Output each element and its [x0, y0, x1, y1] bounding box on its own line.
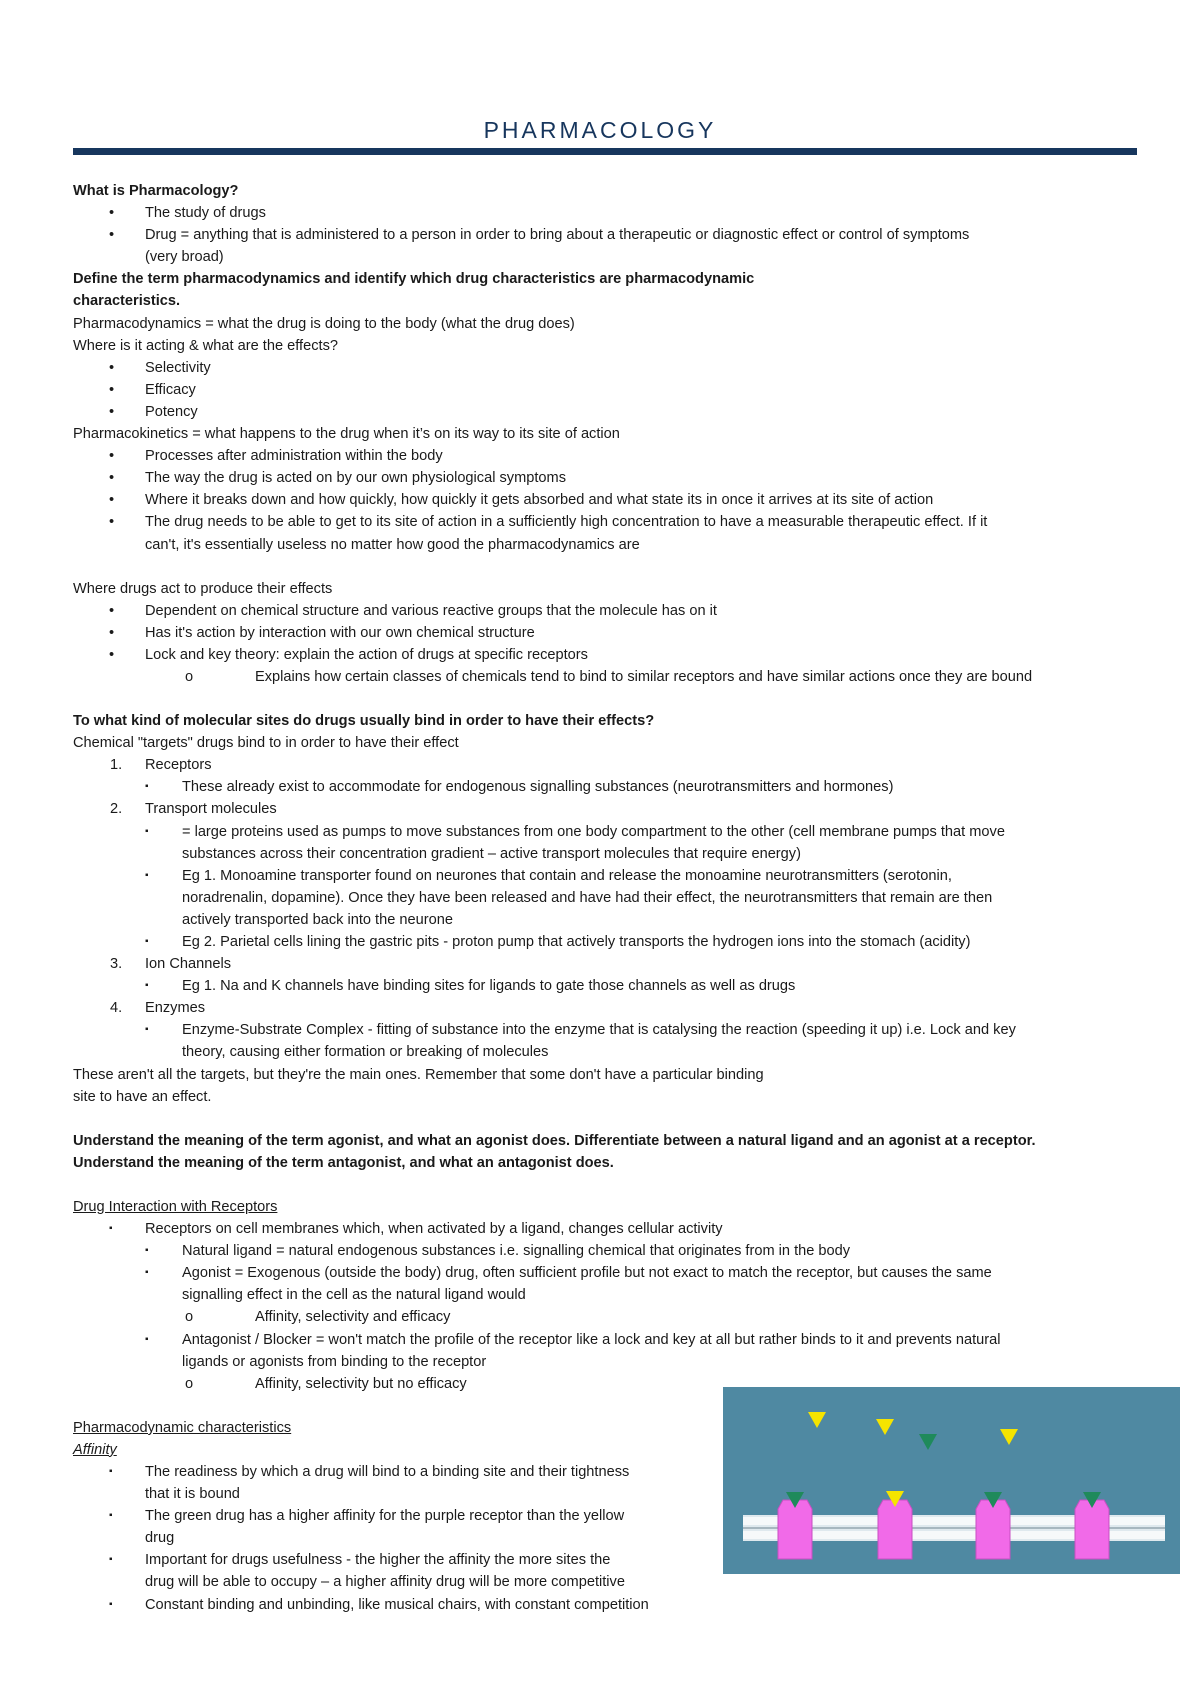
- green-drug: [919, 1434, 937, 1450]
- list-item: ▪ The readiness by which a drug will bind to a binding site and their tightness: [109, 1463, 630, 1480]
- list-item: ▪ Constant binding and unbinding, like musical chairs, with constant competition: [109, 1596, 649, 1613]
- numbered-item: 4. Enzymes: [110, 1000, 206, 1017]
- numbered-item: 2. Transport molecules: [110, 801, 277, 818]
- sub-list-item: ▪ Eg 1. Na and K channels have binding sites for ligands to gate those channels as well as drugs: [145, 978, 796, 995]
- receptor-membrane-illustration: [723, 1387, 1180, 1574]
- list-item: • Efficacy: [109, 381, 196, 398]
- list-item: • Has it's action by interaction with our own chemical structure: [109, 624, 535, 641]
- list-item: • Where it breaks down and how quickly, how quickly it gets absorbed and what state its in once it arrives at its site of action: [109, 492, 934, 509]
- paragraph: Pharmacokinetics = what happens to the drug when it’s on its way to its site of action: [73, 426, 620, 443]
- yellow-drug: [876, 1419, 894, 1435]
- receptor: [778, 1500, 812, 1559]
- section-heading: Understand the meaning of the term antagonist, and what an antagonist does.: [73, 1154, 614, 1171]
- sub-list-item: ▪ Eg 1. Monoamine transporter found on neurones that contain and release the monoamine neurotransmitters (serotonin,: [145, 867, 952, 884]
- list-item-continuation: signalling effect in the cell as the natural ligand would: [182, 1287, 526, 1304]
- list-item: ▪ Receptors on cell membranes which, when activated by a ligand, changes cellular activity: [109, 1221, 723, 1238]
- subsection-heading: Pharmacodynamic characteristics: [73, 1419, 292, 1436]
- paragraph: Chemical "targets" drugs bind to in order to have their effect: [73, 735, 459, 752]
- list-item-continuation: noradrenalin, dopamine). Once they have been released and have had their effect, the neurotransmitters that remain are then: [182, 889, 993, 906]
- receptor: [878, 1500, 912, 1559]
- list-item: • Processes after administration within the body: [109, 448, 443, 465]
- receptor-binding-figure: [723, 1387, 1180, 1574]
- list-item-continuation: that it is bound: [145, 1486, 240, 1503]
- subsection-heading: Affinity: [73, 1441, 117, 1458]
- sub-list-item: ▪ Agonist = Exogenous (outside the body) drug, often sufficient profile but not exact to match the receptor, but causes the same: [145, 1265, 992, 1282]
- paragraph: Pharmacodynamics = what the drug is doing to the body (what the drug does): [73, 315, 575, 332]
- section-heading: characteristics.: [73, 293, 181, 310]
- receptor: [1075, 1500, 1109, 1559]
- list-item: • Selectivity: [109, 359, 211, 376]
- list-item: • The study of drugs: [109, 205, 266, 222]
- sub-list-item: ▪ Natural ligand = natural endogenous substances i.e. signalling chemical that originates from in the body: [145, 1243, 851, 1260]
- section-heading: To what kind of molecular sites do drugs usually bind in order to have their effects?: [73, 713, 655, 730]
- sub-list-item: ▪ Eg 2. Parietal cells lining the gastric pits - proton pump that actively transports the hydrogen ions into the stomach (acidity): [145, 934, 971, 950]
- paragraph: site to have an effect.: [73, 1088, 212, 1105]
- list-item-continuation: drug: [145, 1530, 175, 1547]
- title-rule: [73, 148, 1137, 155]
- subsection-heading: Drug Interaction with Receptors: [73, 1198, 278, 1215]
- receptor: [976, 1500, 1010, 1559]
- list-item: • The drug needs to be able to get to its site of action in a sufficiently high concentration to have a measurable therapeutic effect. If it: [109, 514, 988, 531]
- list-item: • The way the drug is acted on by our own physiological symptoms: [109, 470, 566, 487]
- sub-sub-list-item: o Affinity, selectivity but no efficacy: [185, 1375, 467, 1392]
- list-item-continuation: theory, causing either formation or breaking of molecules: [182, 1044, 549, 1061]
- list-item-continuation: substances across their concentration gradient – active transport molecules that require energy): [182, 845, 801, 862]
- paragraph: These aren't all the targets, but they're the main ones. Remember that some don't have a particular binding: [73, 1066, 764, 1083]
- list-item: • Potency: [109, 403, 198, 420]
- list-item: ▪ The green drug has a higher affinity for the purple receptor than the yellow: [109, 1508, 625, 1525]
- page-title: PHARMACOLOGY: [483, 117, 717, 143]
- list-item-continuation: drug will be able to occupy – a higher affinity drug will be more competitive: [145, 1574, 625, 1591]
- section-heading: What is Pharmacology?: [73, 183, 239, 199]
- numbered-item: 3. Ion Channels: [110, 956, 232, 973]
- sub-list-item: o Explains how certain classes of chemicals tend to bind to similar receptors and have similar actions once they are bound: [185, 668, 1033, 685]
- paragraph: Where is it acting & what are the effects?: [73, 337, 338, 354]
- list-item: ▪ Important for drugs usefulness - the higher the affinity the more sites the: [109, 1552, 611, 1569]
- yellow-drug: [1000, 1429, 1018, 1445]
- paragraph: Where drugs act to produce their effects: [73, 580, 333, 597]
- list-item-continuation: ligands or agonists from binding to the receptor: [182, 1353, 487, 1370]
- sub-sub-list-item: o Affinity, selectivity and efficacy: [185, 1309, 451, 1326]
- list-item-continuation: actively transported back into the neurone: [182, 911, 453, 928]
- sub-list-item: ▪ Enzyme-Substrate Complex - fitting of substance into the enzyme that is catalysing the reaction (speeding it up) i.e. Lock and key: [145, 1022, 1016, 1039]
- list-item-continuation: can't, it's essentially useless no matter how good the pharmacodynamics are: [145, 536, 640, 553]
- sub-list-item: ▪ These already exist to accommodate for endogenous signalling substances (neurotransmitters and hormones): [145, 779, 894, 796]
- list-item: • Drug = anything that is administered to a person in order to bring about a therapeutic or diagnostic effect or control of symptoms: [109, 227, 970, 244]
- list-item: • Lock and key theory: explain the action of drugs at specific receptors: [109, 646, 588, 663]
- section-heading: Understand the meaning of the term agonist, and what an agonist does. Differentiate between a natural ligand and an agonist at a receptor.: [73, 1132, 1036, 1149]
- section-heading: Define the term pharmacodynamics and identify which drug characteristics are pharmacodynamic: [73, 271, 755, 288]
- numbered-item: 1. Receptors: [110, 757, 212, 774]
- yellow-drug: [808, 1412, 826, 1428]
- list-item-continuation: (very broad): [145, 249, 224, 266]
- list-item: • Dependent on chemical structure and various reactive groups that the molecule has on it: [109, 602, 717, 619]
- sub-list-item: ▪ Antagonist / Blocker = won't match the profile of the receptor like a lock and key at all but rather binds to it and prevents natural: [145, 1331, 1001, 1348]
- sub-list-item: ▪ = large proteins used as pumps to move substances from one body compartment to the other (cell membrane pumps that move: [145, 823, 1005, 840]
